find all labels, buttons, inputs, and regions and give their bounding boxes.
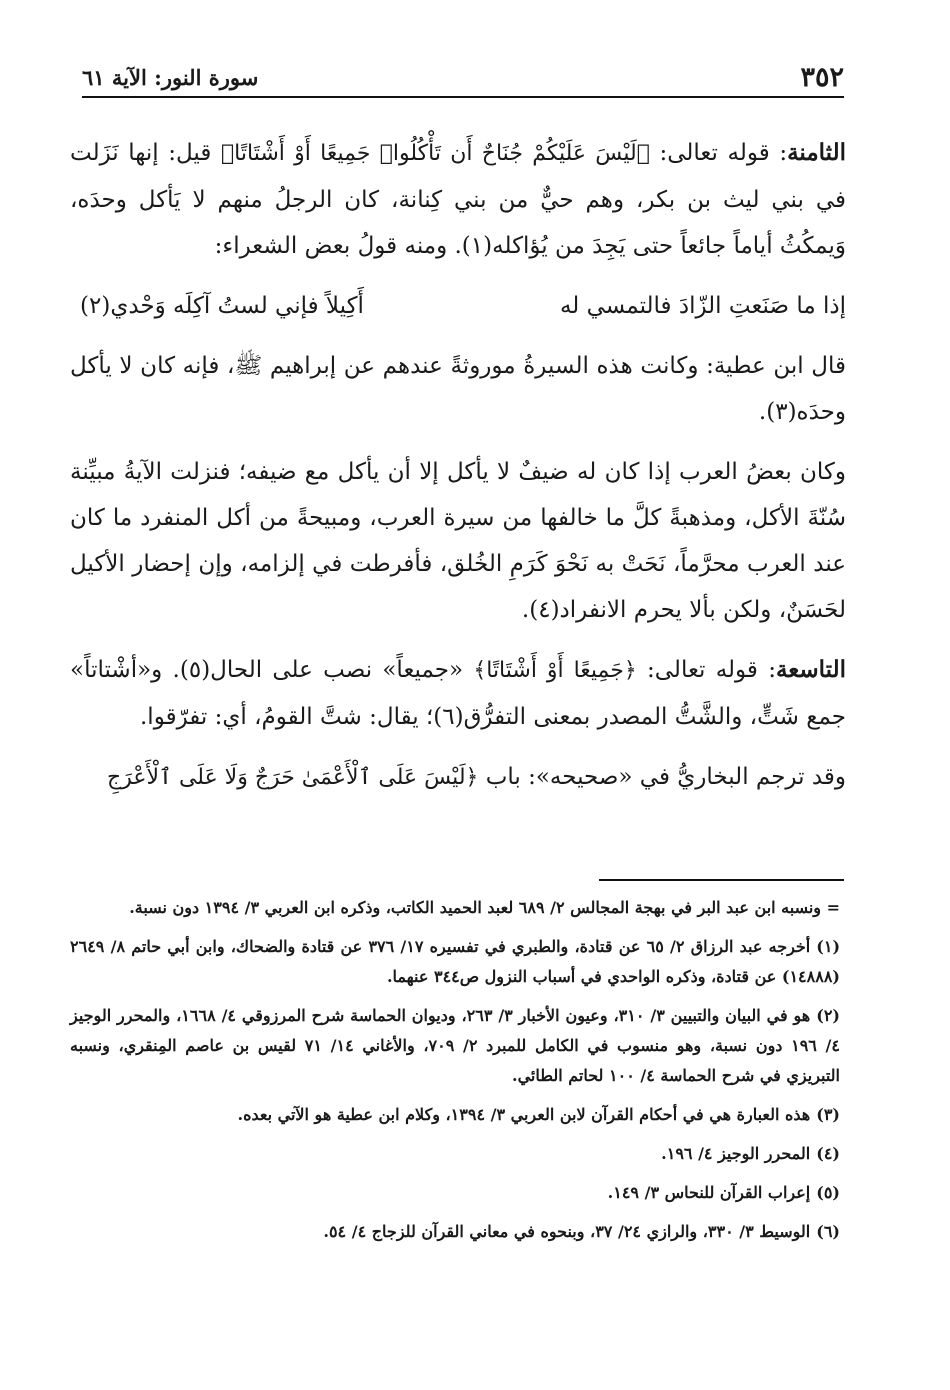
paragraph-arab-custom: وكان بعضُ العرب إذا كان له ضيفٌ لا يأكل إلا أن يأكل مع ضيفه؛ فنزلت الآيةُ مبيِّنة سُنّةَ الأكل، ومذهبةً كلَّ ما خالفها من سيرة العرب، ومبيحةً من أكل المنفرد ما كان عند العرب محرَّماً، نَحَتْ به نَحْوَ كَرَمِ الخُلق، فأفرطت في إلزامه، وإن إحضار الأكيل لحَسَنٌ، ولكن بألا يحرم الانفراد(٤).	[70, 459, 846, 623]
footnote-6	[70, 1217, 840, 1247]
footnote-continuation: = ونسبه ابن عبد البر في بهجة المجالس ٢/ ٦٨٩ لعبد الحميد الكاتب، وذكره ابن العربي ٣/ ١٣٩٤ دون نسبة.	[129, 898, 840, 917]
footnote-separator	[599, 879, 844, 881]
quran-verse: ﴿لَيْسَ عَلَيْكُمْ جُنَاحٌ أَن تَأْكُلُوا۟ جَمِيعًا أَوْ أَشْتَاتًا﴾	[220, 141, 650, 166]
section-title-eighth: الثامنة	[787, 139, 847, 166]
footnote-1	[70, 932, 840, 992]
footnote-text: هذه العبارة هي في أحكام القرآن لابن العربي ٣/ ١٣٩٤، وكلام ابن عطية هو الآتي بعده.	[237, 1105, 811, 1124]
footnote-text: هو في البيان والتبيين ٣/ ٣١٠، وعيون الأخبار ٣/ ٢٦٣، وديوان الحماسة شرح المرزوقي ٤/ ١٦٦٨، والمحرر الوجيز ٤/ ١٩٦ دون نسبة، وهو منسوب في الكامل للمبرد ٢/ ٧٠٩، والأغاني ١٤/ ٧١ لقيس بن عاصم المِنقري، ونسبه التبريزي في شرح الحماسة ٤/ ١٠٠ لحاتم الطائي.	[70, 1006, 840, 1085]
paragraph-eighth	[70, 130, 846, 269]
footnote-4	[70, 1139, 840, 1169]
footnote-number: (٢)	[816, 1006, 840, 1025]
quran-verse: ﴿لَيْسَ عَلَى ٱلْأَعْمَىٰ حَرَجٌ وَلَا عَلَى ٱلْأَعْرَجِ	[107, 765, 479, 790]
quran-verse: ﴿جَمِيعًا أَوْ أَشْتَاتًا﴾	[473, 658, 637, 683]
poetry-verse	[70, 283, 846, 329]
footnote-text: أخرجه عبد الرزاق ٢/ ٦٥ عن قتادة، والطبري في تفسيره ١٧/ ٣٧٦ عن قتادة والضحاك، وابن أبي حاتم ٨/ ٢٦٤٩ (١٤٨٨٨) عن قتادة، وذكره الواحدي في أسباب النزول ص٣٤٤ عنهما.	[70, 937, 840, 986]
footnote-number: (٤)	[816, 1144, 840, 1163]
paragraph-ibn-atiyya: قال ابن عطية: وكانت هذه السيرةُ موروثةً عندهم عن إبراهيم ﷺ، فإنه كان لا يأكل وحدَه(٣).	[70, 353, 846, 425]
page-number: ٣٥٢	[800, 62, 844, 93]
quote-intro: : قوله تعالى:	[636, 657, 776, 683]
footnotes	[70, 893, 840, 1256]
verse-second-hemistich: أَكِيلاً فإني لستُ آكِلَه وَحْدي(٢)	[80, 293, 364, 319]
verse-first-hemistich: إذا ما صَنَعتِ الزّادَ فالتمسي له	[559, 293, 846, 319]
footnote-5	[70, 1178, 840, 1208]
footnote-3	[70, 1100, 840, 1130]
paragraph-text: «جميعاً» نصب على الحال(٥). و«أشْتاتاً» جمع شَتٍّ، والشَّتُّ المصدر بمعنى التفرُّق(٦)؛ يقال: شتَّ القومُ، أي: تفرّقوا.	[70, 657, 846, 730]
footnote-text: إعراب القرآن للنحاس ٣/ ١٤٩.	[607, 1183, 811, 1202]
footnote-2	[70, 1001, 840, 1091]
footnote-text: المحرر الوجيز ٤/ ١٩٦.	[661, 1144, 811, 1163]
footnote-number: (١)	[816, 937, 841, 956]
footnote-number: (٣)	[816, 1105, 840, 1124]
footnote-number: (٦)	[816, 1222, 840, 1241]
quote-intro: : قوله تعالى:	[649, 140, 788, 166]
section-title-ninth: التاسعة	[775, 656, 846, 683]
running-header	[82, 58, 844, 98]
main-text	[70, 130, 846, 815]
footnote-text: الوسيط ٣/ ٣٣٠، والرازي ٢٤/ ٣٧، وبنحوه في معاني القرآن للزجاج ٤/ ٥٤.	[323, 1222, 811, 1241]
paragraph-text: وقد ترجم البخاريُّ في «صحيحه»: باب	[478, 764, 846, 790]
paragraph-ninth	[70, 647, 846, 740]
paragraph-text: قيل: إنها نَزَلت في بني ليث بن بكر، وهم حيٌّ من بني كِنانة، كان الرجلُ منهم لا يَأكل وحدَه، وَيمكُثُ أياماً جائعاً حتى يَجِدَ من يُؤاكله(١). ومنه قولُ بعض الشعراء:	[70, 140, 846, 259]
paragraph-bukhari	[70, 754, 846, 801]
footnote-number: (٥)	[816, 1183, 840, 1202]
running-title: سورة النور: الآية ٦١	[82, 65, 259, 90]
